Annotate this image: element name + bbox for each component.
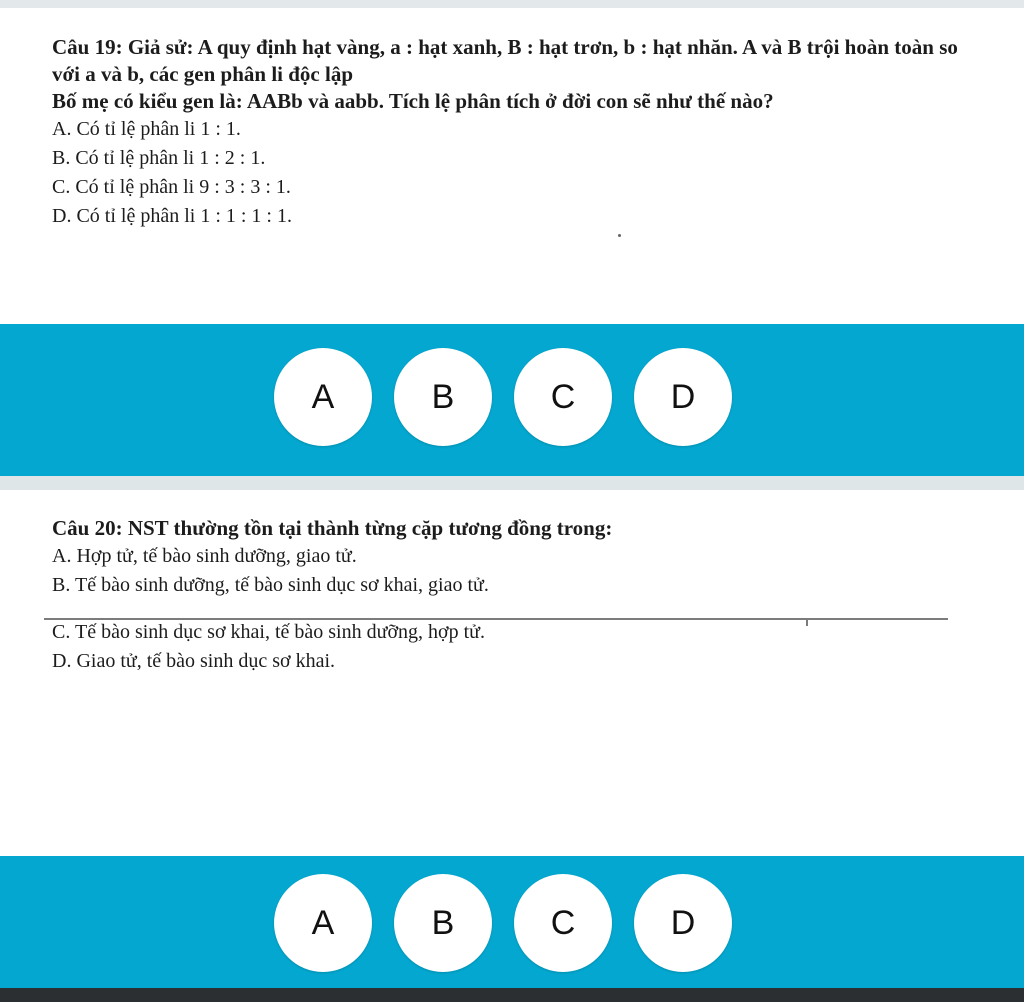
question-20-option-b: B. Tế bào sinh dưỡng, tế bào sinh dục sơ khai, giao tử. (52, 574, 489, 596)
question-19-title: Câu 19: Giả sử: A quy định hạt vàng, a : hạt xanh, B : hạt trơn, b : hạt nhăn. A và B trội hoàn toàn so với a và b, các gen phân li độc lập (52, 35, 958, 86)
answer-20-button-a[interactable]: A (274, 874, 372, 972)
answer-band-20 (0, 856, 1024, 988)
question-20-option-d: D. Giao tử, tế bào sinh dục sơ khai. (52, 650, 336, 672)
question-20-option-c: C. Tế bào sinh dục sơ khai, tế bào sinh dưỡng, hợp tử. (52, 621, 485, 643)
question-20-title: Câu 20: NST thường tồn tại thành từng cặp tương đồng trong: (52, 516, 613, 540)
question-19-option-a: A. Có tỉ lệ phân li 1 : 1. (52, 118, 241, 140)
divider-line (44, 618, 948, 620)
answer-20-button-d[interactable]: D (634, 874, 732, 972)
question-19-option-d: D. Có tỉ lệ phân li 1 : 1 : 1 : 1. (52, 205, 292, 227)
question-20-option-a: A. Hợp tử, tế bào sinh dưỡng, giao tử. (52, 545, 357, 567)
question-19-prompt: Bố mẹ có kiểu gen là: AABb và aabb. Tích lệ phân tích ở đời con sẽ như thế nào? (52, 89, 774, 113)
answer-19-button-c[interactable]: C (514, 348, 612, 446)
bottom-bar (0, 988, 1024, 1002)
answer-20-button-b[interactable]: B (394, 874, 492, 972)
section-gap (0, 476, 1024, 490)
answer-19-button-d[interactable]: D (634, 348, 732, 446)
question-19-option-c: C. Có tỉ lệ phân li 9 : 3 : 3 : 1. (52, 176, 291, 198)
question-20 (52, 515, 972, 676)
question-19 (52, 34, 972, 231)
answer-19-button-b[interactable]: B (394, 348, 492, 446)
answer-band-19 (0, 324, 1024, 476)
answer-20-button-c[interactable]: C (514, 874, 612, 972)
answer-19-button-a[interactable]: A (274, 348, 372, 446)
question-19-option-b: B. Có tỉ lệ phân li 1 : 2 : 1. (52, 147, 266, 169)
stray-dot (618, 234, 621, 237)
top-strip (0, 0, 1024, 8)
divider-tick (806, 618, 808, 626)
